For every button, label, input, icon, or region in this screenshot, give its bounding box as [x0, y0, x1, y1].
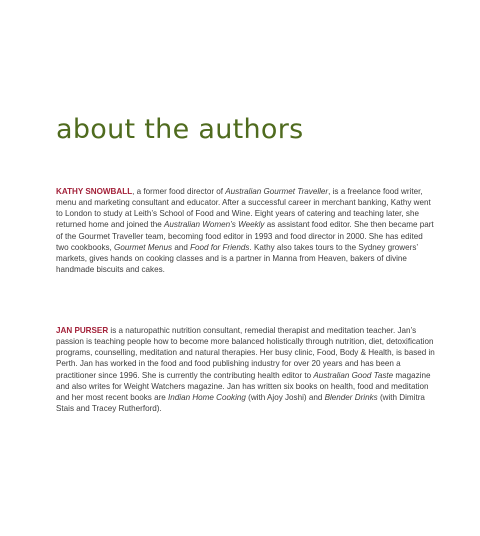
italic-title: Australian Gourmet Traveller: [225, 187, 329, 196]
italic-title: Gourmet Menus: [114, 242, 173, 252]
bio-segment: (with Ajoy Joshi) and: [245, 392, 325, 402]
bio-segment: and: [172, 242, 191, 252]
page-heading: about the authors: [56, 114, 304, 145]
bio-segment: magazine and also writes for Weight Watchers magazine. Jan has written six books on health, food and meditation and her most recent books are: [56, 370, 431, 402]
author-bio: [56, 186, 436, 275]
italic-title: Australian Women’s Weekly: [164, 220, 265, 230]
bio-segment: is a naturopathic nutrition consultant, remedial therapist and meditation teacher. Jan’s passion is teaching people how to become more balanced holistically through nutrition, diet, detoxification programs, counselling, meditation and natural therapies. Her busy clinic, Food, Body & Health, is based in Perth. Jan has worked in the food and food publishing industry for over 20 years and has been a practitioner since 1996. She is currently the contributing health editor to: [56, 326, 435, 380]
bio-segment: as assistant food editor. She then became part of the Gourmet Traveller team, becoming food editor in 1993 and food director in 2000. She has edited two cookbooks,: [56, 220, 434, 252]
italic-title: Blender Drinks: [324, 392, 378, 402]
bio-segment: (with Dimitra Stais and Tracey Rutherford).: [56, 392, 425, 414]
author-bio-text: [56, 187, 434, 274]
bio-segment: . Kathy also takes tours to the Sydney growers’ markets, gives hands on cooking classes and is a partner in Manna from Heaven, bakers of divine handmade biscuits and cakes.: [56, 242, 418, 275]
author-bio-text: [56, 326, 435, 413]
bio-segment: , is a freelance food writer, menu and marketing consultant and educator. After a successful career in merchant banking, Kathy went to London to study at Leith’s School of Food and Wine. Eight years of catering and teaching later, she returned home and joined the: [56, 187, 431, 230]
author-bio: [56, 325, 436, 414]
author-name: JAN PURSER: [56, 326, 109, 335]
author-name: KATHY SNOWBALL: [56, 187, 133, 196]
bio-segment: , a former food director of: [132, 187, 226, 196]
italic-title: Indian Home Cooking: [168, 392, 246, 402]
italic-title: Australian Good Taste: [313, 370, 394, 380]
italic-title: Food for Friends: [190, 242, 250, 252]
